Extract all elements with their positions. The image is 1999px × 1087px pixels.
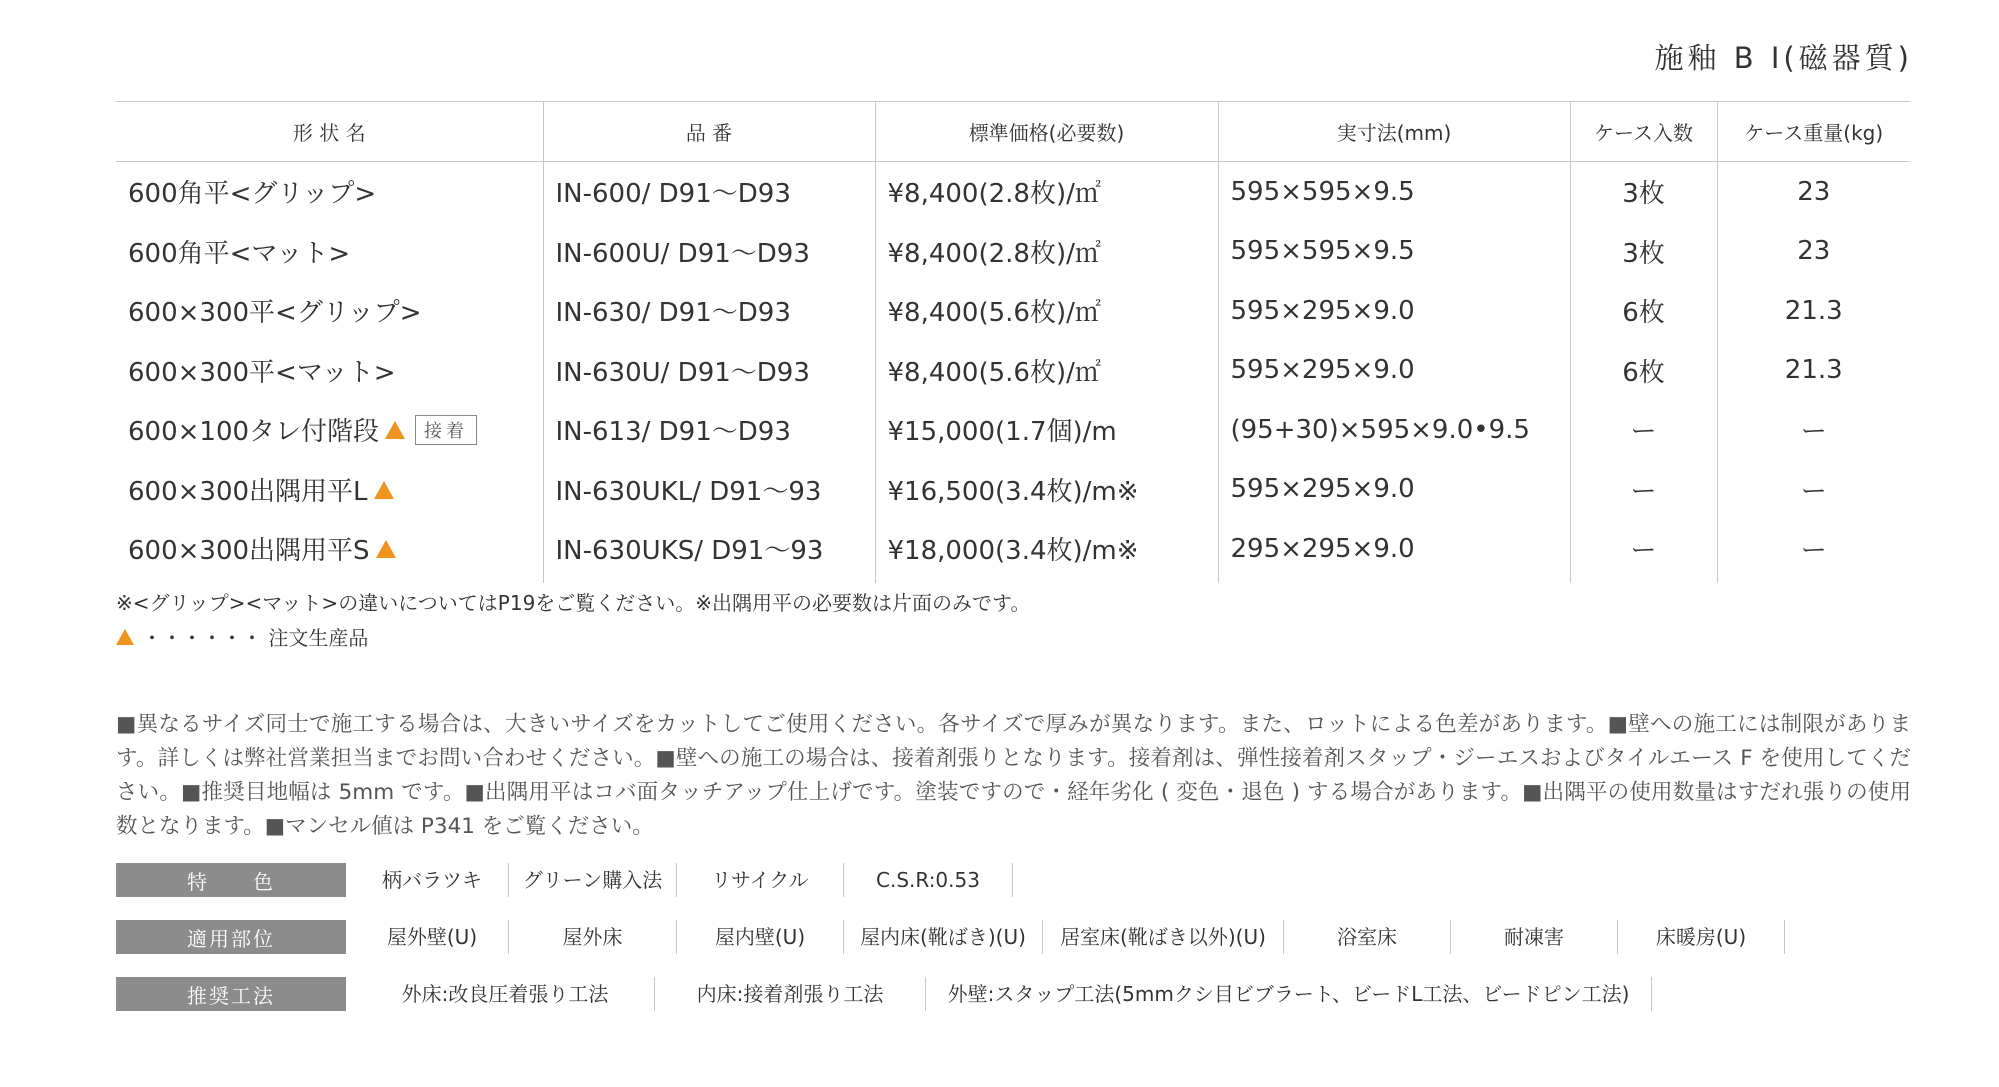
- product-price: ¥16,500(3.4枚)/m※: [875, 460, 1218, 520]
- product-size: (95+30)×595×9.0•9.5: [1218, 400, 1570, 460]
- application-item: 耐凍害: [1451, 920, 1618, 954]
- features-label: 特 色: [116, 863, 346, 897]
- product-size: 595×295×9.0: [1218, 341, 1570, 401]
- product-price: ¥18,000(3.4枚)/m※: [875, 519, 1218, 583]
- feature-item: リサイクル: [677, 863, 844, 897]
- product-name: 600×100タレ付階段: [128, 417, 380, 448]
- case-qty: 6枚: [1570, 281, 1717, 341]
- application-item: 床暖房(U): [1618, 920, 1785, 954]
- case-qty: ー: [1570, 519, 1717, 583]
- product-size: 595×595×9.5: [1218, 222, 1570, 282]
- case-weight: 23: [1717, 162, 1910, 222]
- application-item: 屋外壁(U): [356, 920, 509, 954]
- footnote-text: ※<グリップ><マット>の違いについてはP19をご覧ください。※出隅用平の必要数は片面のみです。: [116, 591, 1031, 615]
- made-to-order-icon: [385, 421, 405, 439]
- feature-item: グリーン購入法: [509, 863, 677, 897]
- product-size: 595×295×9.0: [1218, 281, 1570, 341]
- product-name-cell: [116, 460, 543, 520]
- header-price: 標準価格(必要数): [875, 102, 1218, 162]
- product-name: 600×300平<マット>: [128, 357, 396, 388]
- product-code: IN-600/ D91〜D93: [543, 162, 875, 222]
- table-row: [116, 460, 1910, 520]
- case-qty: 3枚: [1570, 162, 1717, 222]
- product-name: 600×300出隅用平S: [128, 536, 370, 567]
- table-row: [116, 281, 1910, 341]
- application-item: 浴室床: [1284, 920, 1451, 954]
- page-title: 施釉 B I(磁器質): [1654, 41, 1913, 75]
- product-price: ¥8,400(2.8枚)/㎡: [875, 222, 1218, 282]
- product-code: IN-630UKS/ D91〜93: [543, 519, 875, 583]
- made-to-order-icon: [376, 540, 396, 558]
- case-qty: ー: [1570, 400, 1717, 460]
- product-price: ¥8,400(5.6枚)/㎡: [875, 281, 1218, 341]
- header-qty: ケース入数: [1570, 102, 1717, 162]
- header-weight: ケース重量(kg): [1717, 102, 1910, 162]
- case-weight: ー: [1717, 519, 1910, 583]
- legend-note-text: ・・・・・・ 注文生産品: [142, 626, 369, 650]
- applications-row: [116, 917, 1785, 957]
- feature-item: C.S.R:0.53: [844, 863, 1013, 897]
- methods-row: [116, 974, 1652, 1014]
- product-code: IN-630/ D91〜D93: [543, 281, 875, 341]
- features-row: [116, 860, 1013, 900]
- feature-item: 柄バラツキ: [356, 863, 509, 897]
- product-name-cell: [116, 400, 543, 460]
- table-row: [116, 519, 1910, 583]
- method-item: 外壁:スタップ工法(5mmクシ目ビブラート、ビードL工法、ビードピン工法): [926, 977, 1652, 1011]
- adhesive-badge: 接着: [415, 415, 477, 445]
- product-size: 595×595×9.5: [1218, 162, 1570, 222]
- product-price: ¥8,400(5.6枚)/㎡: [875, 341, 1218, 401]
- methods-label: 推奨工法: [116, 977, 346, 1011]
- applications-label: 適用部位: [116, 920, 346, 954]
- product-name-cell: [116, 519, 543, 583]
- product-name: 600角平<グリップ>: [128, 179, 377, 210]
- application-item: 屋外床: [509, 920, 677, 954]
- case-weight: 21.3: [1717, 341, 1910, 401]
- legend-note: [116, 622, 368, 651]
- case-weight: 23: [1717, 222, 1910, 282]
- application-item: 屋内壁(U): [677, 920, 844, 954]
- product-name: 600×300出隅用平L: [128, 476, 368, 507]
- made-to-order-icon: [374, 481, 394, 499]
- product-name: 600×300平<グリップ>: [128, 298, 422, 329]
- case-qty: ー: [1570, 460, 1717, 520]
- method-item: 内床:接着剤張り工法: [655, 977, 926, 1011]
- caution-paragraph: ■異なるサイズ同士で施工する場合は、大きいサイズをカットしてご使用ください。各サイズで厚みが異なります。また、ロットによる色差があります。■壁への施工には制限があります。詳しくは弊社営業担当までお問い合わせください。■壁への施工の場合は、接着剤張りとなります。接着剤は、弾性接着剤スタップ・ジーエスおよびタイルエース F を使用してください。■推奨目地幅は 5mm です。■出隅用平はコバ面タッチアップ仕上げです。塗装ですので・経年劣化 ( 変色・退色 ) する場合があります。■出隅平の使用数量はすだれ張りの使用数となります。■マンセル値は P341 をご覧ください。: [116, 712, 1911, 839]
- case-weight: ー: [1717, 460, 1910, 520]
- table-row: [116, 162, 1910, 222]
- case-qty: 6枚: [1570, 341, 1717, 401]
- table-header-row: [116, 102, 1910, 162]
- table-row: [116, 222, 1910, 282]
- product-price: ¥15,000(1.7個)/m: [875, 400, 1218, 460]
- product-price: ¥8,400(2.8枚)/㎡: [875, 162, 1218, 222]
- method-item: 外床:改良圧着張り工法: [356, 977, 655, 1011]
- product-spec-table: [116, 101, 1910, 583]
- case-qty: 3枚: [1570, 222, 1717, 282]
- table-row: [116, 400, 1910, 460]
- application-item: 屋内床(靴ばき)(U): [844, 920, 1043, 954]
- case-weight: ー: [1717, 400, 1910, 460]
- case-weight: 21.3: [1717, 281, 1910, 341]
- header-size: 実寸法(mm): [1218, 102, 1570, 162]
- made-to-order-icon: [116, 629, 134, 645]
- table-row: [116, 341, 1910, 401]
- header-name: 形 状 名: [116, 102, 543, 162]
- product-code: IN-630U/ D91〜D93: [543, 341, 875, 401]
- product-code: IN-600U/ D91〜D93: [543, 222, 875, 282]
- product-code: IN-630UKL/ D91〜93: [543, 460, 875, 520]
- product-code: IN-613/ D91〜D93: [543, 400, 875, 460]
- application-item: 居室床(靴ばき以外)(U): [1043, 920, 1284, 954]
- product-size: 295×295×9.0: [1218, 519, 1570, 583]
- header-code: 品 番: [543, 102, 875, 162]
- product-name: 600角平<マット>: [128, 238, 351, 269]
- product-size: 595×295×9.0: [1218, 460, 1570, 520]
